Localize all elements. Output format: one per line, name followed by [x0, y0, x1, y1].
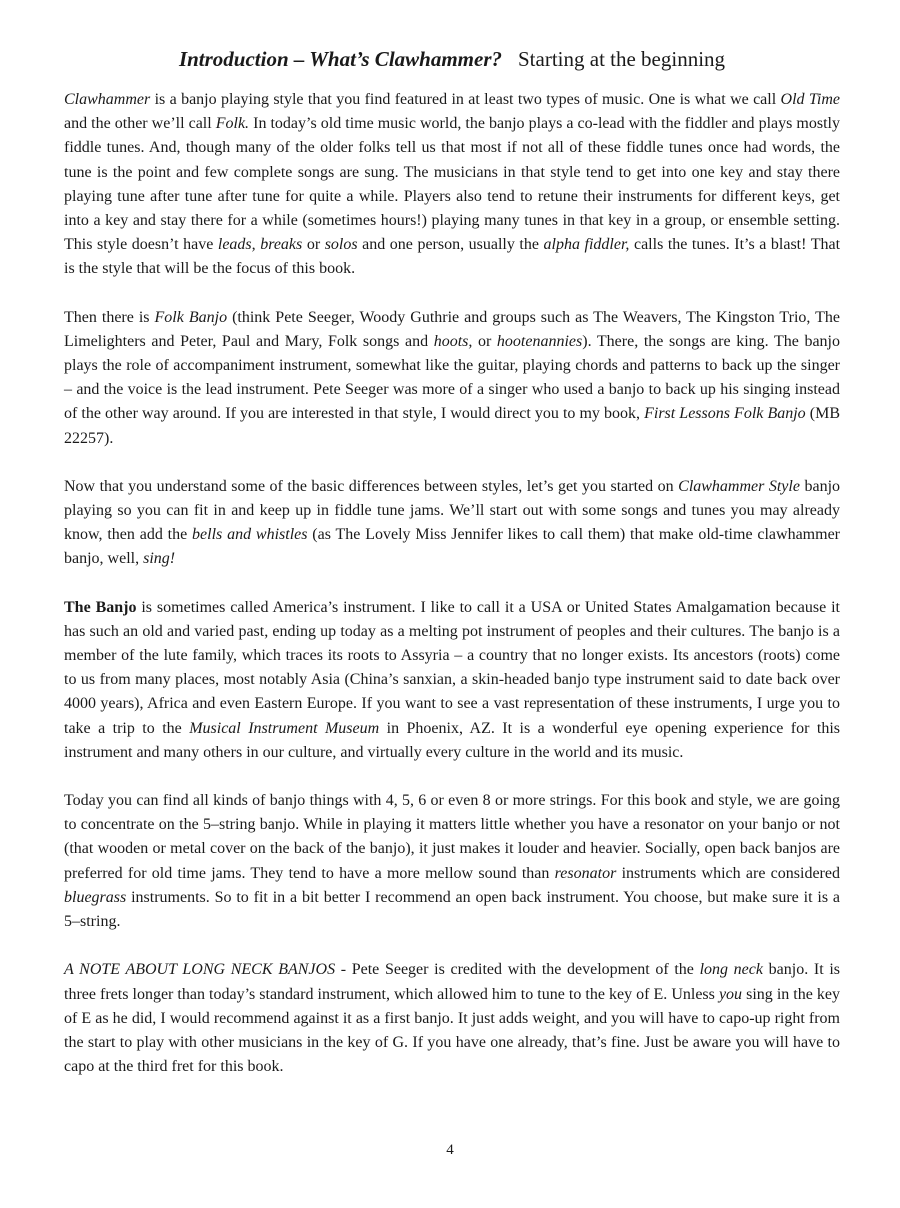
page-number: 4 [446, 1142, 454, 1158]
paragraph-five-string: Today you can find all kinds of banjo things with 4, 5, 6 or even 8 or more strings. For this book and style, we are going to concentrate on the 5–string banjo. While in playing it matters little whether you have a resonator on your banjo or not (that wooden or metal cover on the back of the banjo), it just makes it louder and heavier. Socially, open back banjos are preferred for old time jams. They tend to have a more mellow sound than resonator instruments which are considered bluegrass instruments. So to fit in a bit better I recommend an open back instrument. You choose, but make sure it is a 5–string. [64, 792, 840, 931]
page-body [64, 44, 840, 1079]
paragraph-getting-started: Now that you understand some of the basic differences between styles, let’s get you started on Clawhammer Style banjo playing so you can fit in and keep up in fiddle tune jams. We’ll start out with some songs and tunes you may already know, then add the bells and whistles (as The Lovely Miss Jennifer likes to call them) that make old-time clawhammer banjo, well, sing! [64, 477, 841, 568]
page-title [64, 44, 840, 74]
paragraph-clawhammer-intro: Clawhammer is a banjo playing style that you find featured in at least two types of music. One is what we call Old Time and the other we’ll call Folk. In today’s old time music world, the banjo plays a co-lead with the fiddler and plays mostly fiddle tunes. And, though many of the older folks tell us that most if not all of these fiddle tunes once had words, the tune is the point and few complete songs are sung. The musicians in that style tend to get into one key and stay there playing tune after tune after tune for quite a while. Players also tend to retune their instruments for different keys, get into a key and stay there for a while (sometimes hours!) playing many tunes in that key in a group, or ensemble setting. This style doesn’t have leads, breaks or solos and one person, usually the alpha fiddler, calls the tunes. It’s a blast! That is the style that will be the focus of this book. [64, 91, 841, 278]
title-subtitle: Starting at the beginning [518, 47, 726, 71]
paragraph-long-neck-note: A NOTE ABOUT LONG NECK BANJOS - Pete Seeger is credited with the development of the long neck banjo. It is three frets longer than today’s standard instrument, which allowed him to tune to the key of E. Unless you sing in the key of E as he did, I would recommend against it as a first banjo. It just adds weight, and you will have to capo-up right from the start to play with other musicians in the key of G. If you have one already, that’s fine. Just be aware you will have to capo at the third fret for this book. [64, 961, 841, 1076]
paragraph-the-banjo: The Banjo is sometimes called America’s instrument. I like to call it a USA or United States Amalgamation because it has such an old and varied past, ending up today as a melting pot instrument of peoples and their cultures. The banjo is a member of the lute family, which traces its roots to Assyria – a country that no longer exists. Its ancestors (roots) come to us from many places, most notably Asia (China’s sanxian, a skin-headed banjo type instrument said to date back over 4000 years), Africa and even Eastern Europe. If you want to see a vast representation of these instruments, I urge you to take a trip to the Musical Instrument Museum in Phoenix, AZ. It is a wonderful eye opening experience for this instrument and many others in our culture, and virtually every culture in the world and its music. [64, 598, 840, 761]
title-lead: Introduction – What’s Clawhammer? [178, 47, 502, 71]
paragraph-folk-banjo: Then there is Folk Banjo (think Pete Seeger, Woody Guthrie and groups such as The Weavers, The Kingston Trio, The Limelighters and Peter, Paul and Mary, Folk songs and hoots, or hootenannies). There, the songs are king. The banjo plays the role of accompaniment instrument, somewhat like the guitar, playing chords and patterns to back up the singer – and the voice is the lead instrument. Pete Seeger was more of a singer who used a banjo to back up his singing instead of the other way around. If you are interested in that style, I would direct you to my book, First Lessons Folk Banjo (MB 22257). [64, 308, 841, 447]
